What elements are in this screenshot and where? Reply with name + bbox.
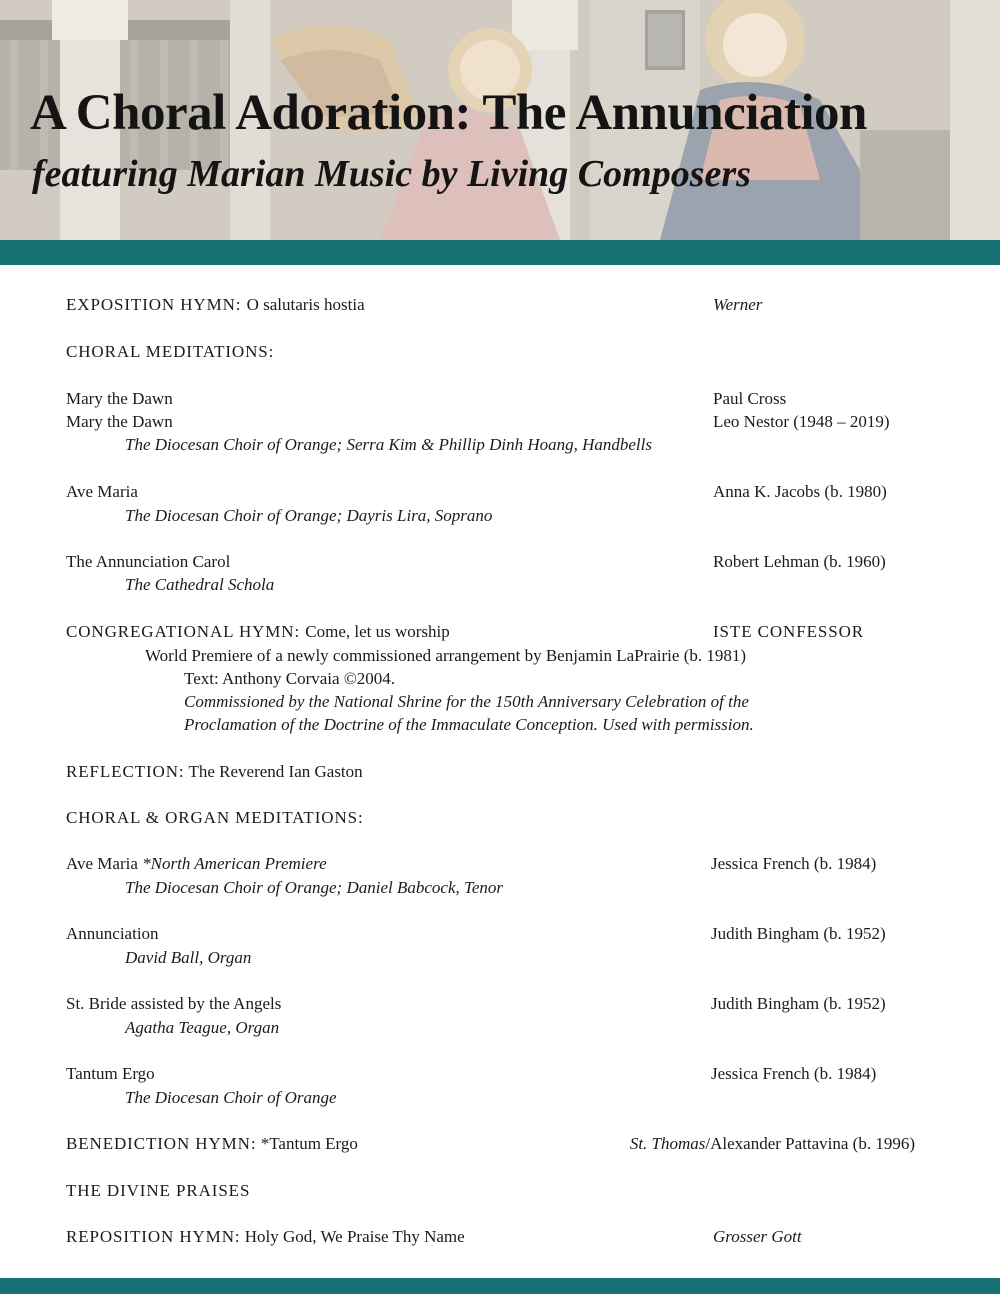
commission-note-line1: Commissioned by the National Shrine for the 150th Anniversary Celebration of the <box>184 692 749 711</box>
piece-title: St. Bride assisted by the Angels <box>66 994 282 1013</box>
piece-composer: Anna K. Jacobs (b. 1980) <box>713 482 887 501</box>
text-credit: Text: Anthony Corvaia ©2004. <box>184 669 395 688</box>
piece-composer: Robert Lehman (b. 1960) <box>713 552 886 571</box>
congregational-hymn: CONGREGATIONAL HYMN: Come, let us worship <box>66 622 450 641</box>
page-title: A Choral Adoration: The Annunciation <box>30 85 867 141</box>
piece-title: Ave Maria *North American Premiere <box>66 854 327 873</box>
piece-composer: Jessica French (b. 1984) <box>711 1064 877 1083</box>
reposition-tune: Grosser Gott <box>713 1227 802 1246</box>
reposition-hymn: REPOSITION HYMN: Holy God, We Praise Thy Name <box>66 1227 465 1246</box>
congregational-tune: ISTE CONFESSOR <box>713 622 864 641</box>
piece-performers: The Diocesan Choir of Orange <box>125 1088 337 1107</box>
top-divider <box>0 240 1000 265</box>
piece-performers: David Ball, Organ <box>125 948 252 967</box>
piece-performers: Agatha Teague, Organ <box>125 1018 280 1037</box>
premiere-note: World Premiere of a newly commissioned arrangement by Benjamin LaPrairie (b. 1981) <box>145 646 747 665</box>
commission-note-line2: Proclamation of the Doctrine of the Immaculate Conception. Used with permission. <box>184 715 754 734</box>
piece-performers: The Diocesan Choir of Orange; Dayris Lira, Soprano <box>125 506 493 525</box>
piece-title: Tantum Ergo <box>66 1064 155 1083</box>
choral-organ-heading: CHORAL & ORGAN MEDITATIONS: <box>66 808 364 827</box>
piece-performers: The Diocesan Choir of Orange; Daniel Babcock, Tenor <box>125 878 504 897</box>
reflection: REFLECTION: The Reverend Ian Gaston <box>66 762 363 781</box>
piece-composer: Judith Bingham (b. 1952) <box>711 994 886 1013</box>
exposition-hymn: EXPOSITION HYMN: O salutaris hostia <box>66 295 365 314</box>
page-subtitle: featuring Marian Music by Living Composers <box>32 153 751 195</box>
benediction-credit: St. Thomas/Alexander Pattavina (b. 1996) <box>629 1134 915 1153</box>
piece-composer: Leo Nestor (1948 – 2019) <box>713 412 890 431</box>
divine-praises-heading: THE DIVINE PRAISES <box>66 1181 251 1200</box>
piece-title: Mary the Dawn <box>66 412 173 431</box>
exposition-tune: Werner <box>713 295 763 314</box>
piece-composer: Paul Cross <box>713 389 787 408</box>
piece-performers: The Diocesan Choir of Orange; Serra Kim & Phillip Dinh Hoang, Handbells <box>125 435 652 454</box>
bottom-divider <box>0 1278 1000 1294</box>
piece-performers: The Cathedral Schola <box>125 575 275 594</box>
piece-title: Ave Maria <box>66 482 138 501</box>
choral-meditations-heading: CHORAL MEDITATIONS: <box>66 342 275 361</box>
piece-title: Annunciation <box>66 924 159 943</box>
benediction-hymn: BENEDICTION HYMN: *Tantum Ergo <box>66 1134 358 1153</box>
piece-title: The Annunciation Carol <box>66 552 231 571</box>
piece-composer: Jessica French (b. 1984) <box>711 854 877 873</box>
piece-composer: Judith Bingham (b. 1952) <box>711 924 886 943</box>
piece-title: Mary the Dawn <box>66 389 173 408</box>
